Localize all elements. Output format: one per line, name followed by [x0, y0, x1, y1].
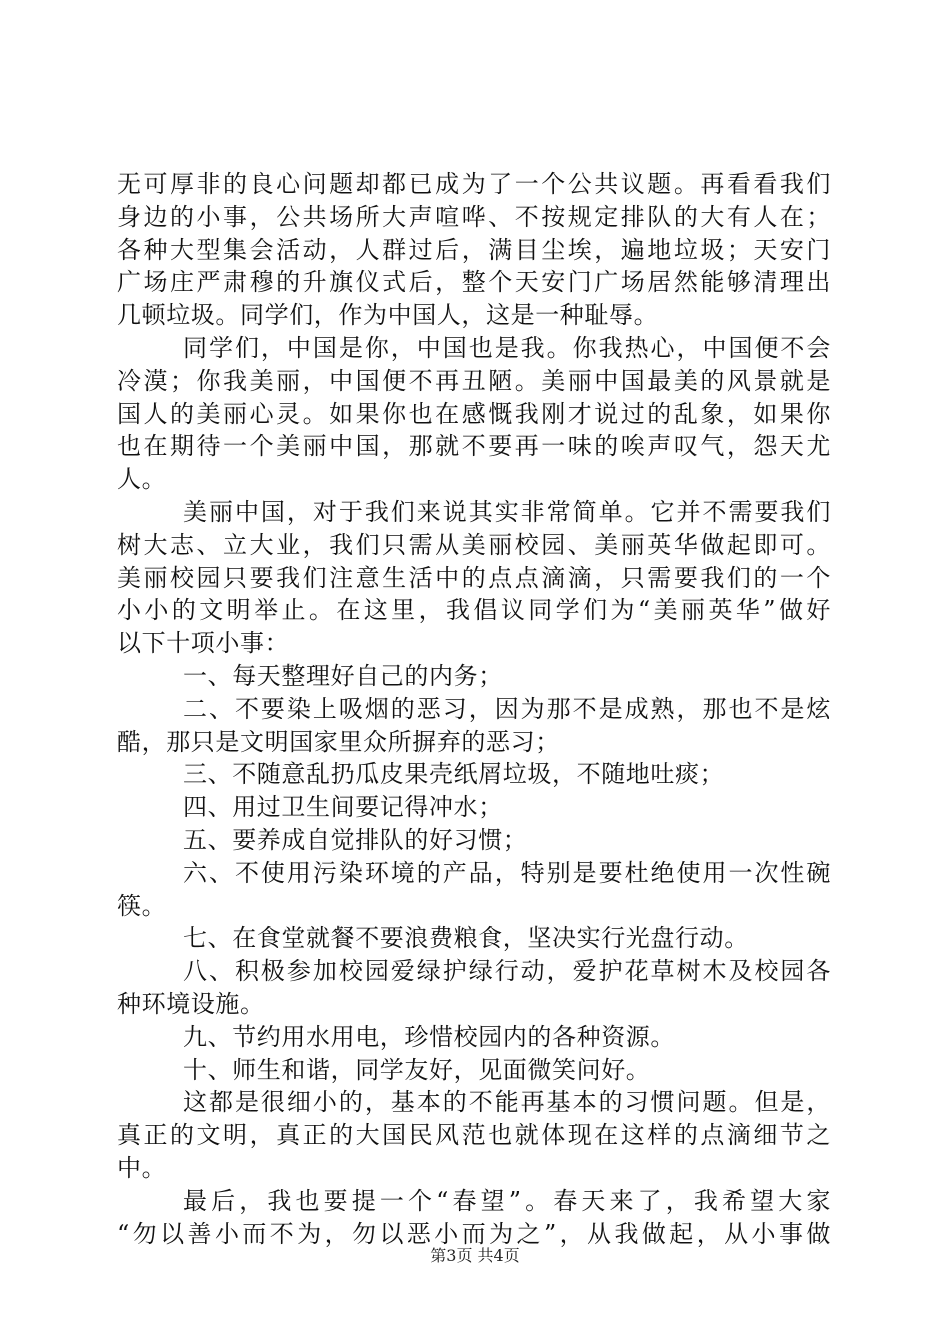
text-line: 五、要养成自觉排队的好习惯；: [183, 825, 528, 854]
text-line: 二、不要染上吸烟的恶习，因为那不是成熟，那也不是炫: [183, 694, 831, 723]
text-line: 中。: [117, 1153, 167, 1182]
page-number-label: 第3页 共4页: [430, 1246, 520, 1265]
text-line: 一、每天整理好自己的内务；: [183, 661, 503, 690]
text-line: “勿以善小而不为，勿以恶小而为之”，从我做起，从小事做: [117, 1219, 831, 1248]
text-line: 种环境设施。: [117, 989, 265, 1018]
text-line: 六、不使用污染环境的产品，特别是要杜绝使用一次性碗: [183, 858, 831, 887]
text-line: 各种大型集会活动，人群过后，满目尘埃，遍地垃圾；天安门: [117, 235, 831, 264]
text-line: 九、节约用水用电，珍惜校园内的各种资源。: [183, 1022, 675, 1051]
text-line: 以下十项小事：: [117, 629, 290, 658]
text-line: 八、积极参加校园爱绿护绿行动，爱护花草树木及校园各: [183, 957, 831, 986]
text-line: 身边的小事，公共场所大声喧哗、不按规定排队的大有人在；: [117, 202, 831, 231]
text-line: 小小的文明举止。在这里，我倡议同学们为“美丽英华”做好: [117, 596, 831, 625]
text-line: 树大志、立大业，我们只需从美丽校园、美丽英华做起即可。: [117, 530, 831, 559]
text-line: 广场庄严肃穆的升旗仪式后，整个天安门广场居然能够清理出: [117, 268, 831, 297]
text-line: 也在期待一个美丽中国，那就不要再一味的唉声叹气，怨天尤: [117, 432, 831, 461]
text-line: 真正的文明，真正的大国民风范也就体现在这样的点滴细节之: [117, 1121, 831, 1150]
text-line: 这都是很细小的，基本的不能再基本的习惯问题。但是，: [183, 1088, 831, 1117]
text-line: 酷，那只是文明国家里众所摒弃的恶习；: [117, 727, 560, 756]
text-line: 无可厚非的良心问题却都已成为了一个公共议题。再看看我们: [117, 170, 831, 198]
text-line: 三、不随意乱扔瓜皮果壳纸屑垃圾，不随地吐痰；: [183, 760, 725, 789]
text-line: 同学们，中国是你，中国也是我。你我热心，中国便不会: [183, 333, 831, 362]
text-line: 几顿垃圾。同学们，作为中国人，这是一种耻辱。: [117, 301, 659, 330]
text-line: 筷。: [117, 891, 167, 920]
text-line: 国人的美丽心灵。如果你也在感慨我刚才说过的乱象，如果你: [117, 399, 831, 428]
text-line: 最后，我也要提一个“春望”。春天来了，我希望大家: [183, 1186, 831, 1215]
text-line: 冷漠；你我美丽，中国便不再丑陋。美丽中国最美的风景就是: [117, 366, 831, 395]
document-body: [117, 168, 831, 1250]
text-line: 美丽中国，对于我们来说其实非常简单。它并不需要我们: [183, 497, 831, 526]
text-line: 十、师生和谐，同学友好，见面微笑问好。: [183, 1055, 651, 1084]
text-line: 四、用过卫生间要记得冲水；: [183, 793, 503, 822]
text-line: 美丽校园只要我们注意生活中的点点滴滴，只需要我们的一个: [117, 563, 831, 592]
page-footer: [0, 1246, 950, 1266]
text-line: 人。: [117, 465, 167, 494]
text-line: 七、在食堂就餐不要浪费粮食，坚决实行光盘行动。: [183, 924, 749, 953]
